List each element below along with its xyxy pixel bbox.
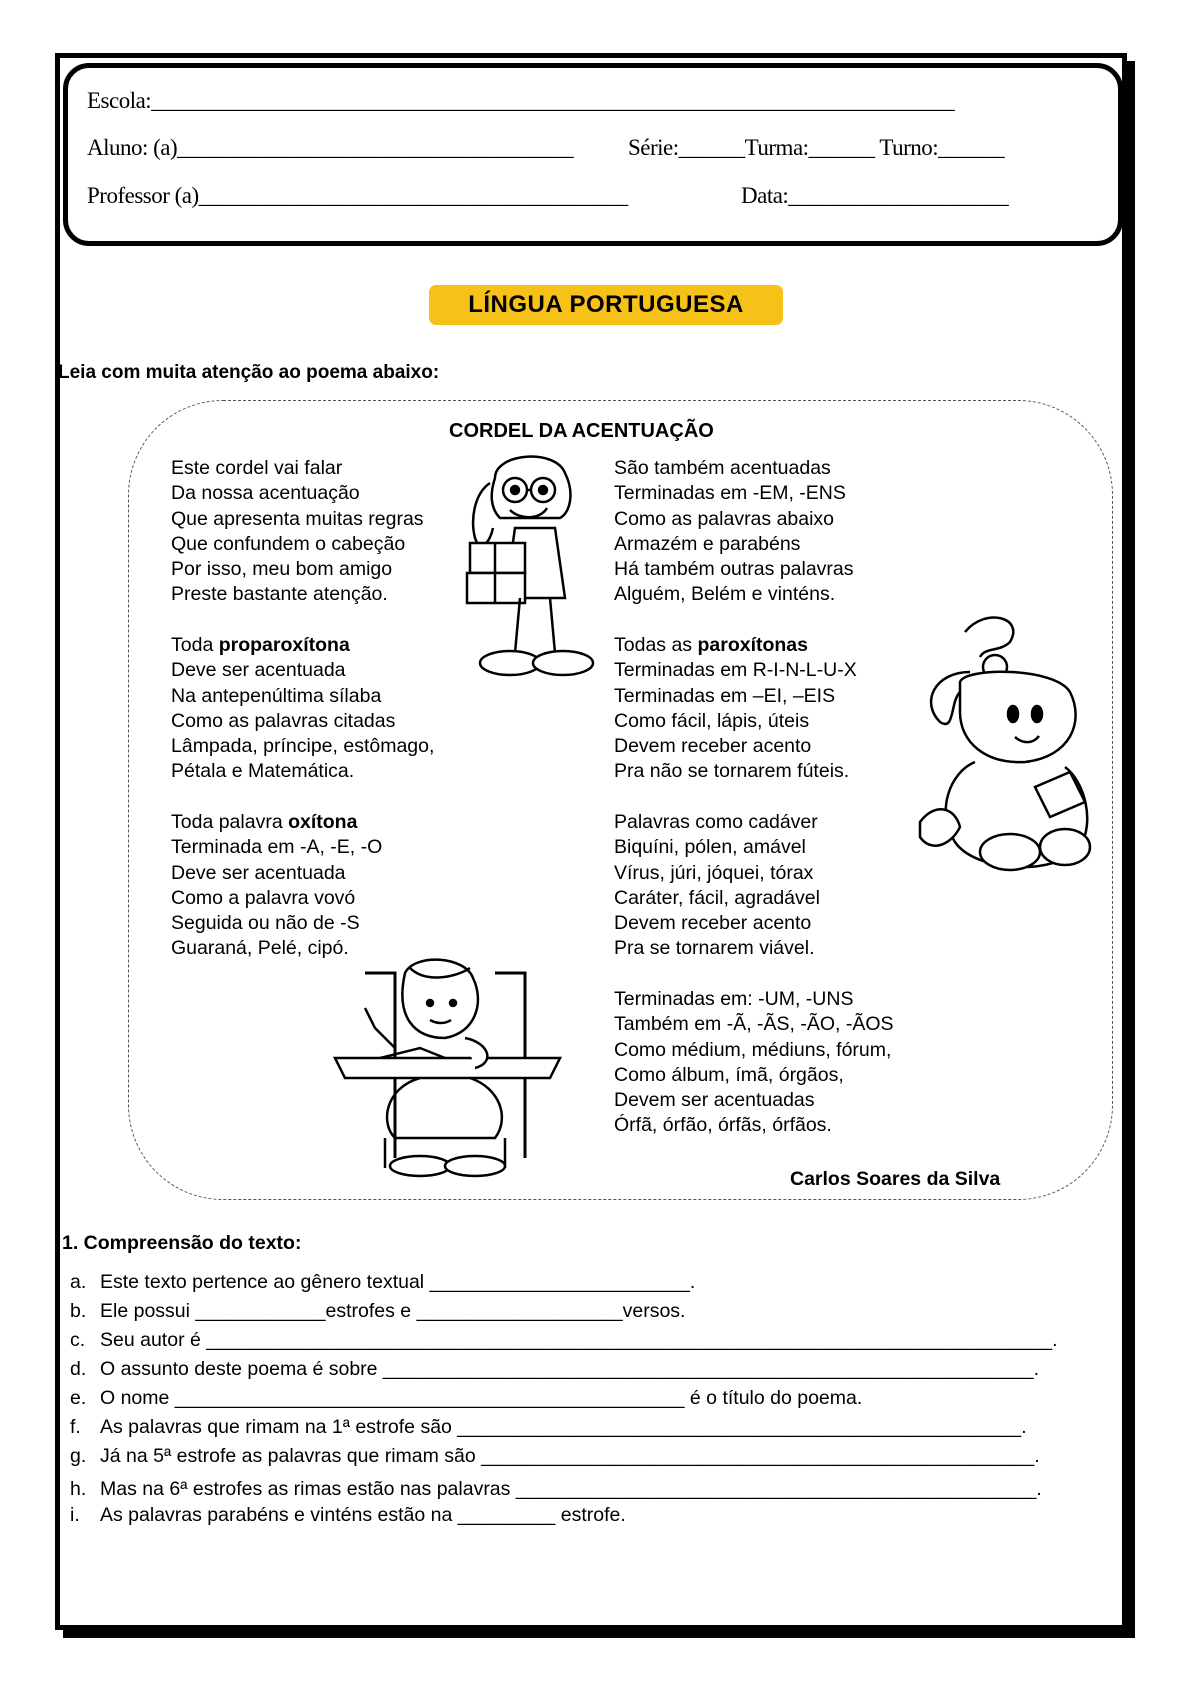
poem-stanza-6: Palavras como cadáver Biquíni, pólen, amável Vírus, júri, jóquei, tórax Caráter, fácil, agradável Devem receber acento Pra se tornarem viável. <box>614 811 820 960</box>
poem-title: CORDEL DA ACENTUAÇÃO <box>449 420 714 442</box>
question-i[interactable]: i. As palavras parabéns e vinténs estão na _________ estrofe. <box>70 1504 626 1526</box>
question-c[interactable]: c. Seu autor é ______________________________________________________________________________. <box>70 1329 1058 1351</box>
student-field[interactable]: Aluno: (a)____________________________________ <box>87 135 574 160</box>
questions-heading: 1. Compreensão do texto: <box>62 1232 302 1254</box>
question-d[interactable]: d. O assunto deste poema é sobre ____________________________________________________________. <box>70 1358 1040 1380</box>
question-h[interactable]: h. Mas na 6ª estrofes as rimas estão nas palavras ________________________________________________. <box>70 1478 1042 1500</box>
instruction-text: Leia com muita atenção ao poema abaixo: <box>58 362 440 383</box>
poem-stanza-7: Terminadas em: -UM, -UNS Também em -Ã, -ÃS, -ÃO, -ÃOS Como médium, médiuns, fórum, Como álbum, ímã, órgãos, Devem ser acentuadas Órfã, órfão, órfãs, órfãos. <box>614 988 894 1137</box>
question-b[interactable]: b. Ele possui ____________estrofes e ___________________versos. <box>70 1300 686 1322</box>
boy-at-desk-illustration <box>325 958 570 1188</box>
teacher-field[interactable]: Professor (a)_______________________________________ <box>87 183 628 208</box>
poem-stanza-2: Toda proparoxítona Deve ser acentuada Na antepenúltima sílaba Como as palavras citadas Lâmpada, príncipe, estômago, Pétala e Matemática. <box>171 634 435 783</box>
girl-reading-illustration <box>915 612 1100 882</box>
poem-stanza-5: Todas as paroxítonas Terminadas em R-I-N-L-U-X Terminadas em –EI, –EIS Como fácil, lápis, úteis Devem receber acento Pra não se tornarem fúteis. <box>614 634 857 783</box>
subject-title: LÍNGUA PORTUGUESA <box>429 285 783 325</box>
question-f[interactable]: f. As palavras que rimam na 1ª estrofe são ____________________________________________________. <box>70 1416 1027 1438</box>
grade-class-shift-field[interactable]: Série:______Turma:______ Turno:______ <box>628 135 1005 160</box>
question-e[interactable]: e. O nome _______________________________________________ é o título do poema. <box>70 1387 863 1409</box>
date-field[interactable]: Data:____________________ <box>741 183 1009 208</box>
poem-stanza-1: Este cordel vai falar Da nossa acentuação Que apresenta muitas regras Que confundem o cabeção Por isso, meu bom amigo Preste bastante atenção. <box>171 457 424 606</box>
girl-with-books-illustration <box>455 448 595 716</box>
school-field[interactable]: Escola:_________________________________________________________________________ <box>87 88 955 113</box>
question-g[interactable]: g. Já na 5ª estrofe as palavras que rimam são ___________________________________________________. <box>70 1445 1040 1467</box>
poem-stanza-4: São também acentuadas Terminadas em -EM, -ENS Como as palavras abaixo Armazém e parabéns Há também outras palavras Alguém, Belém e vinténs. <box>614 457 854 606</box>
poem-stanza-3: Toda palavra oxítona Terminada em -A, -E, -O Deve ser acentuada Como a palavra vovó Seguida ou não de -S Guaraná, Pelé, cipó. <box>171 811 383 960</box>
poem-author: Carlos Soares da Silva <box>790 1168 1001 1190</box>
question-a[interactable]: a. Este texto pertence ao gênero textual ________________________. <box>70 1271 696 1293</box>
